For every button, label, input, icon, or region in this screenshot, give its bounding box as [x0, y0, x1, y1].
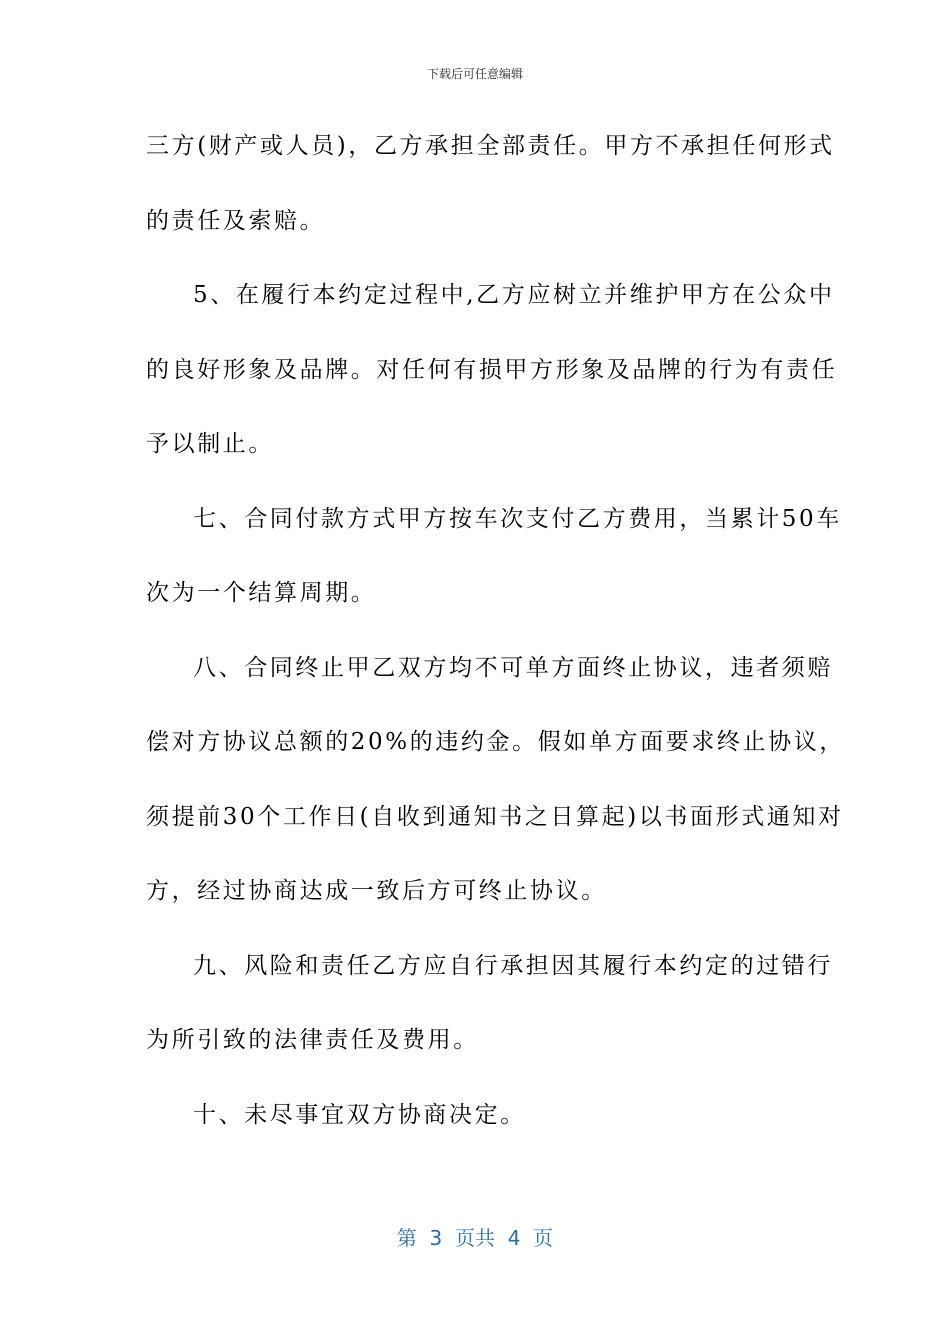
text-line-4: 的良好形象及品牌。对任何有损甲方形象及品牌的行为有责任 — [146, 356, 838, 383]
text-line-9: 偿对方协议总额的20%的违约金。假如单方面要求终止协议， — [146, 729, 845, 755]
text-line-10: 须提前30个工作日(自收到通知书之日算起)以书面形式通知对 — [146, 803, 844, 830]
text-line-12: 九、风险和责任乙方应自行承担因其履行本约定的过错行 — [193, 952, 833, 979]
text-line-8: 八、合同终止甲乙双方均不可单方面终止协议，违者须赔 — [193, 654, 833, 681]
text-line-11: 方，经过协商达成一致后方可终止协议。 — [146, 878, 607, 904]
text-line-2: 的责任及索赔。 — [146, 207, 326, 234]
text-line-5: 予以制止。 — [146, 431, 274, 457]
text-line-1: 三方(财产或人员)，乙方承担全部责任。甲方不承担任何形式 — [146, 133, 835, 159]
text-line-13: 为所引致的法律责任及费用。 — [146, 1027, 479, 1053]
text-line-7: 次为一个结算周期。 — [146, 580, 377, 606]
text-line-3: 5、在履行本约定过程中,乙方应树立并维护甲方在公众中 — [193, 282, 835, 308]
text-line-6: 七、合同付款方式甲方按车次支付乙方费用，当累计50车 — [193, 505, 842, 532]
page-header-note: 下载后可任意编辑 — [426, 67, 523, 81]
document-body — [146, 126, 845, 1169]
page-number-footer: 第 3 页共 4 页 — [396, 1226, 554, 1250]
text-line-14: 十、未尽事宜双方协商决定。 — [193, 1101, 526, 1128]
